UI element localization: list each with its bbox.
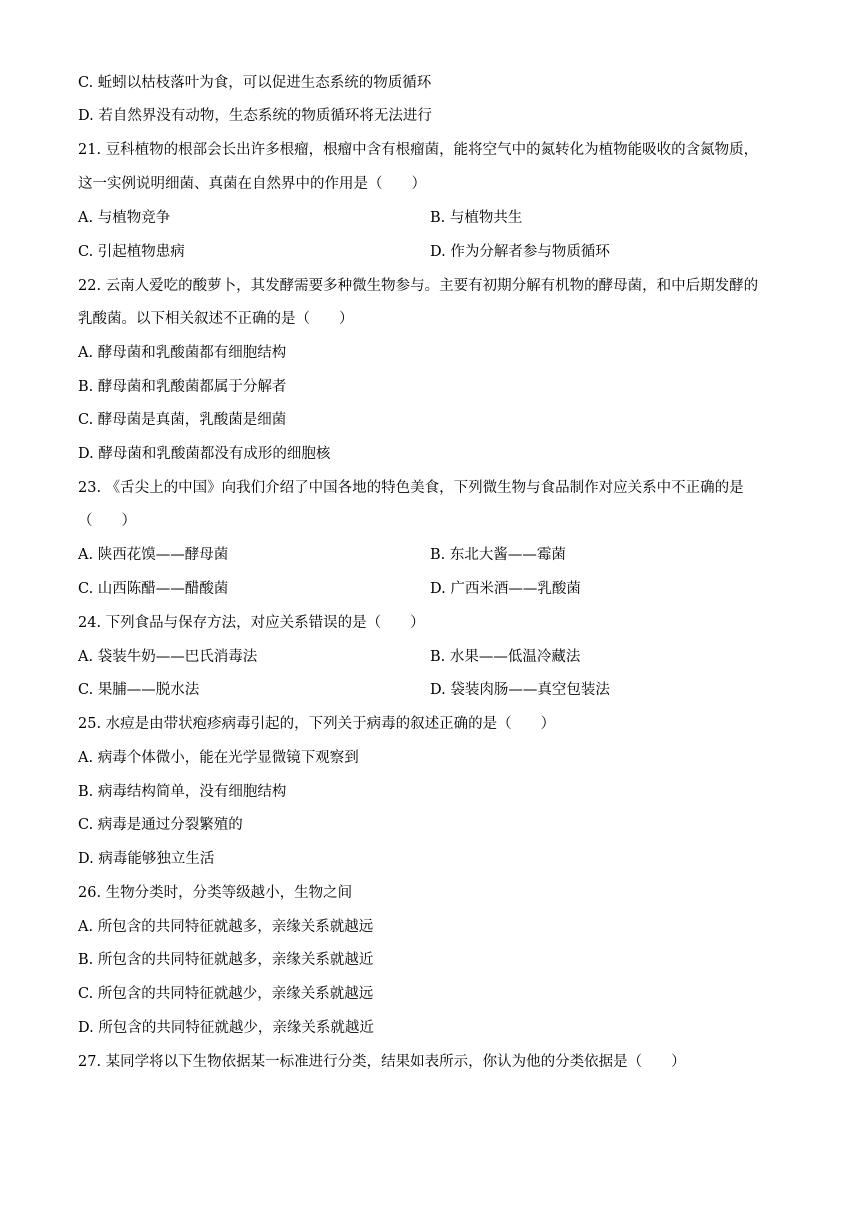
q23-option-b: B. 东北大酱——霉菌 <box>430 547 566 563</box>
q23-stem-line1: 23. 《舌尖上的中国》向我们介绍了中国各地的特色美食，下列微生物与食品制作对应关系中不正确的是 <box>78 480 744 496</box>
q22-option-d: D. 酵母菌和乳酸菌都没有成形的细胞核 <box>78 446 331 462</box>
q26-option-a: A. 所包含的共同特征就越多，亲缘关系就越远 <box>78 919 374 935</box>
q25-option-a: A. 病毒个体微小，能在光学显微镜下观察到 <box>78 750 359 766</box>
q24-option-a: A. 袋装牛奶——巴氏消毒法 <box>78 649 258 665</box>
q26-option-d: D. 所包含的共同特征就越少，亲缘关系就越近 <box>78 1020 374 1036</box>
q22-option-a: A. 酵母菌和乳酸菌都有细胞结构 <box>78 345 287 361</box>
q21-option-c: C. 引起植物患病 <box>78 244 185 260</box>
q23-option-a: A. 陕西花馍——酵母菌 <box>78 547 229 563</box>
q21-stem-line2: 这一实例说明细菌、真菌在自然界中的作用是（ ） <box>78 176 426 192</box>
q21-option-d: D. 作为分解者参与物质循环 <box>430 244 610 260</box>
q21-option-a: A. 与植物竞争 <box>78 210 171 226</box>
q24-option-c: C. 果脯——脱水法 <box>78 682 200 698</box>
q22-stem-line1: 22. 云南人爱吃的酸萝卜，其发酵需要多种微生物参与。主要有初期分解有机物的酵母菌，和中后期发酵的 <box>78 278 759 294</box>
q21-stem-line1: 21. 豆科植物的根部会长出许多根瘤，根瘤中含有根瘤菌，能将空气中的氮转化为植物能吸收的含氮物质， <box>78 142 759 158</box>
q25-option-c: C. 病毒是通过分裂繁殖的 <box>78 817 243 833</box>
q23-option-d: D. 广西米酒——乳酸菌 <box>430 581 581 597</box>
q25-option-d: D. 病毒能够独立生活 <box>78 851 215 867</box>
q22-option-b: B. 酵母菌和乳酸菌都属于分解者 <box>78 379 287 395</box>
q25-stem: 25. 水痘是由带状疱疹病毒引起的，下列关于病毒的叙述正确的是（ ） <box>78 716 556 732</box>
q24-option-b: B. 水果——低温冷藏法 <box>430 649 581 665</box>
q22-option-c: C. 酵母菌是真菌，乳酸菌是细菌 <box>78 412 287 428</box>
q23-stem-line2: （ ） <box>78 513 136 529</box>
q27-stem: 27. 某同学将以下生物依据某一标准进行分类，结果如表所示，你认为他的分类依据是（ ） <box>78 1054 686 1070</box>
q24-option-d: D. 袋装肉肠——真空包装法 <box>430 682 610 698</box>
q20-option-c: C. 蚯蚓以枯枝落叶为食，可以促进生态系统的物质循环 <box>78 75 432 91</box>
q26-option-c: C. 所包含的共同特征就越少，亲缘关系就越远 <box>78 986 374 1002</box>
q24-stem: 24. 下列食品与保存方法，对应关系错误的是（ ） <box>78 615 425 631</box>
q22-stem-line2: 乳酸菌。以下相关叙述不正确的是（ ） <box>78 311 354 327</box>
q20-option-d: D. 若自然界没有动物，生态系统的物质循环将无法进行 <box>78 108 432 124</box>
q25-option-b: B. 病毒结构简单，没有细胞结构 <box>78 784 287 800</box>
q23-option-c: C. 山西陈醋——醋酸菌 <box>78 581 229 597</box>
q26-stem: 26. 生物分类时，分类等级越小，生物之间 <box>78 885 353 901</box>
q26-option-b: B. 所包含的共同特征就越多，亲缘关系就越近 <box>78 952 374 968</box>
q21-option-b: B. 与植物共生 <box>430 210 523 226</box>
